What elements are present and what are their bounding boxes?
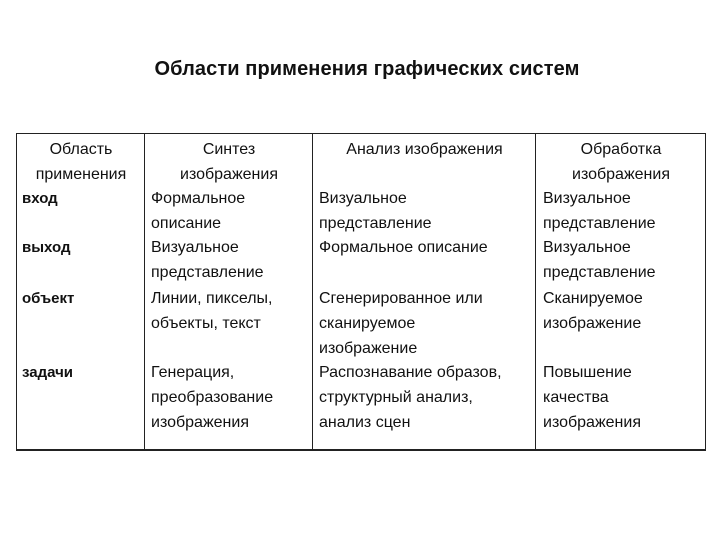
column-divider (312, 133, 313, 451)
header-processing: Обработка изображения (572, 141, 670, 183)
cell-input-processing: Визуальное представление (543, 190, 656, 232)
column-divider (535, 133, 536, 451)
cell-tasks-synthesis: Генерация, преобразование изображения (151, 364, 274, 431)
cell-tasks-analysis: Распознавание образов, структурный анализ, анализ сцен (319, 364, 502, 431)
cell-input-analysis: Визуальное представление (319, 190, 432, 232)
header-area: Область применения (35, 141, 127, 183)
cell-output-processing: Визуальное представление (543, 239, 656, 281)
column-divider (144, 133, 145, 451)
cell-output-analysis: Формальное описание (319, 239, 488, 256)
cell-object-synthesis: Линии, пикселы, объекты, текст (151, 290, 273, 332)
row-label-input: вход (22, 190, 58, 207)
cell-tasks-processing: Повышение качества изображения (543, 364, 641, 431)
cell-object-analysis: Сгенерированное или сканируемое изображение (319, 290, 483, 357)
row-label-output: выход (22, 239, 71, 256)
cell-input-synthesis: Формальное описание (151, 190, 246, 232)
page-title: Области применения графических систем (154, 58, 580, 80)
row-label-object: объект (22, 290, 75, 307)
header-synthesis: Синтез изображения (180, 141, 278, 183)
header-analysis: Анализ изображения (346, 141, 503, 158)
cell-object-processing: Сканируемое изображение (543, 290, 643, 332)
cell-output-synthesis: Визуальное представление (151, 239, 264, 281)
row-label-tasks: задачи (22, 364, 74, 381)
